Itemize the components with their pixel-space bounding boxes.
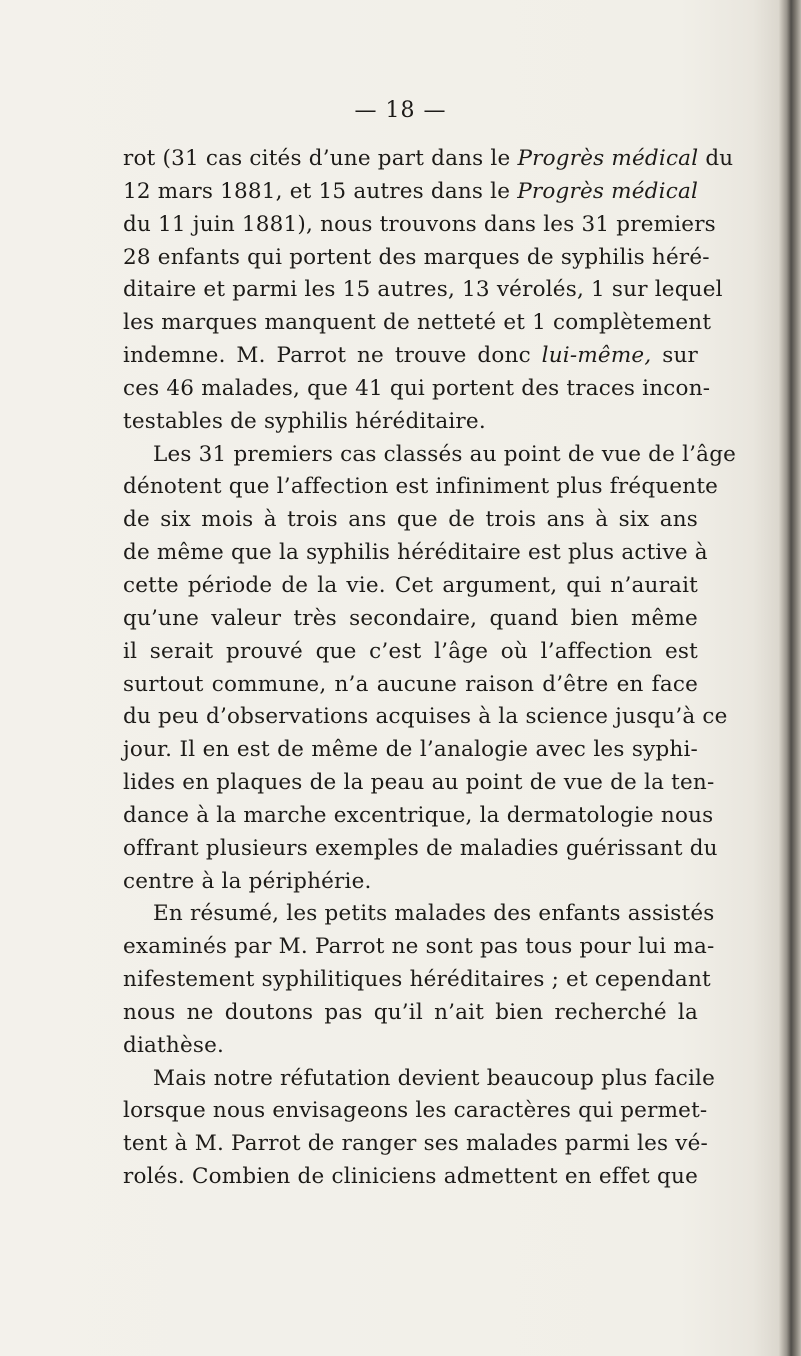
text-segment: jour. Il en est de même de l’analogie avec les syphi- — [123, 737, 698, 763]
text-segment: de six mois à trois ans que de trois ans à six ans — [123, 507, 698, 533]
text-segment: du 11 juin 1881), nous trouvons dans les 31 premiers — [123, 211, 716, 237]
text-segment: Mais notre réfutation devient beaucoup plus facile — [153, 1065, 716, 1091]
text-segment: dénotent que l’affection est infiniment plus fréquente — [123, 474, 719, 500]
text-segment: sur — [651, 343, 698, 369]
text-segment: qu’une valeur très secondaire, quand bien même — [123, 605, 698, 631]
text-segment: tent à M. Parrot de ranger ses malades parmi les vé- — [123, 1131, 709, 1157]
text-line — [123, 603, 698, 636]
text-line — [123, 931, 715, 964]
text-line — [123, 833, 718, 866]
text-segment: nous ne doutons pas qu’il n’ait bien recherché la — [123, 999, 698, 1025]
text-line — [123, 439, 737, 472]
text-line — [123, 866, 698, 899]
italic-text: Progrès médical — [517, 178, 699, 204]
text-line — [123, 504, 698, 537]
text-line — [123, 964, 711, 997]
text-line — [123, 1063, 716, 1096]
page-number: — 18 — — [354, 98, 447, 123]
text-segment: 28 enfants qui portent des marques de syphilis héré- — [123, 244, 710, 270]
text-segment: offrant plusieurs exemples de maladies guérissant du — [123, 835, 718, 861]
text-line — [123, 471, 719, 504]
text-line — [123, 734, 698, 767]
text-segment: testables de syphilis héréditaire. — [123, 408, 486, 434]
text-segment: examinés par M. Parrot ne sont pas tous pour lui ma- — [123, 934, 715, 960]
text-line — [123, 176, 698, 209]
text-segment: surtout commune, n’a aucune raison d’être en face — [123, 671, 698, 697]
text-line — [123, 701, 728, 734]
paragraph — [123, 898, 715, 1062]
paragraph — [123, 143, 734, 439]
text-line — [123, 997, 698, 1030]
text-segment: dance à la marche excentrique, la dermatologie nous — [123, 802, 714, 828]
text-segment: centre à la périphérie. — [123, 868, 372, 894]
text-line — [123, 1128, 709, 1161]
text-line — [123, 209, 716, 242]
text-segment: En résumé, les petits malades des enfants assistés — [153, 901, 715, 927]
book-spine-edge — [779, 0, 801, 1356]
text-line — [123, 307, 712, 340]
text-segment: il serait prouvé que c’est l’âge où l’affection est — [123, 638, 698, 664]
paragraph — [123, 1063, 716, 1194]
text-segment: cette période de la vie. Cet argument, qui n’aurait — [123, 572, 698, 598]
text-line — [123, 636, 698, 669]
text-segment: du — [698, 146, 734, 171]
text-line — [123, 1161, 698, 1194]
text-line — [123, 1030, 698, 1063]
text-segment: lorsque nous envisageons les caractères qui permet- — [123, 1098, 708, 1124]
text-line — [123, 242, 710, 275]
text-line — [123, 898, 715, 931]
text-segment: Les 31 premiers cas classés au point de vue de l’âge — [153, 441, 737, 467]
text-segment: ces 46 malades, que 41 qui portent des traces incon- — [123, 375, 711, 401]
text-segment: indemne. M. Parrot ne trouve donc — [123, 343, 542, 369]
text-segment: lides en plaques de la peau au point de vue de la ten- — [123, 770, 715, 796]
text-line — [123, 767, 715, 800]
text-line — [123, 800, 714, 833]
italic-text: Progrès médical — [517, 146, 699, 171]
text-line — [123, 340, 698, 373]
text-segment: de même que la syphilis héréditaire est plus active à — [123, 540, 708, 566]
text-line — [123, 537, 708, 570]
text-line — [123, 274, 723, 307]
text-line — [123, 373, 711, 406]
italic-text: lui-même, — [541, 343, 652, 369]
text-segment: diathèse. — [123, 1032, 225, 1058]
paragraph — [123, 439, 737, 899]
text-line — [123, 406, 698, 439]
text-line — [123, 570, 698, 603]
text-segment: rolés. Combien de cliniciens admettent en effet que — [123, 1164, 698, 1190]
text-line — [123, 669, 698, 702]
text-segment: nifestement syphilitiques héréditaires ; et cependant — [123, 967, 711, 993]
text-line — [123, 143, 734, 176]
text-segment: du peu d’observations acquises à la science jusqu’à ce — [123, 704, 728, 730]
text-line — [123, 1095, 708, 1128]
text-segment: ditaire et parmi les 15 autres, 13 vérolés, 1 sur lequel — [123, 277, 723, 303]
text-segment: les marques manquent de netteté et 1 complètement — [123, 310, 712, 336]
text-segment: 12 mars 1881, et 15 autres dans le — [123, 178, 518, 204]
text-segment: rot (31 cas cités d’une part dans le — [123, 146, 518, 171]
body-text — [123, 143, 737, 1194]
